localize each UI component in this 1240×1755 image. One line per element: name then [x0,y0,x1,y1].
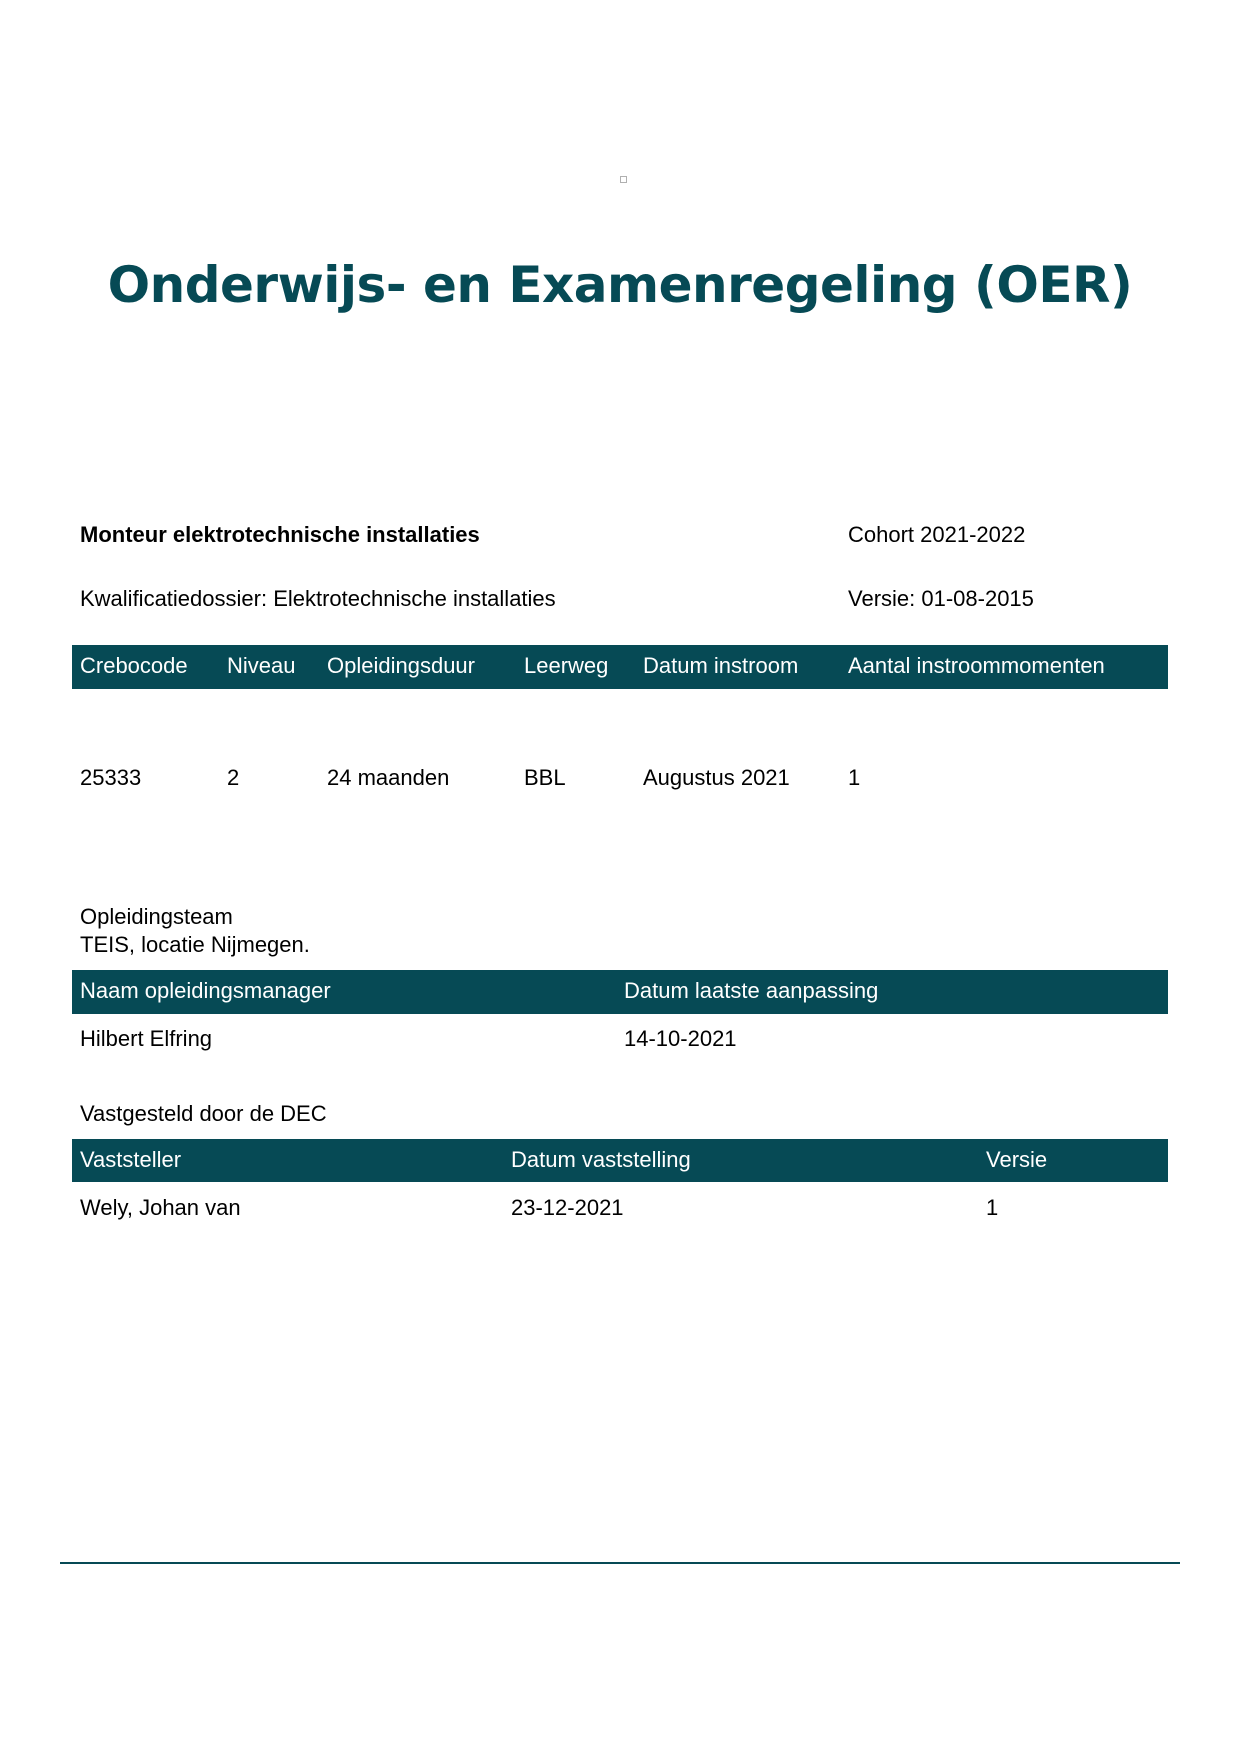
cell-datum-instroom: Augustus 2021 [643,765,790,790]
header-opleidingsduur: Opleidingsduur [327,653,475,678]
cell-vaststeller: Wely, Johan van [80,1195,241,1220]
cell-crebocode: 25333 [80,765,142,790]
header-naam-opleidingsmanager: Naam opleidingsmanager [80,978,331,1003]
qualification-dossier: Kwalificatiedossier: Elektrotechnische installaties [80,586,556,611]
header-versie: Versie [986,1147,1048,1172]
cohort: Cohort 2021-2022 [848,522,1026,547]
dec-table-header [72,1139,1168,1182]
cell-manager-name: Hilbert Elfring [80,1026,213,1051]
header-datum-laatste-aanpassing: Datum laatste aanpassing [624,978,879,1003]
cell-last-modified: 14-10-2021 [624,1026,737,1051]
footer-divider [60,1562,1180,1564]
program-name: Monteur elektrotechnische installaties [80,522,480,547]
program-table-header [72,645,1168,689]
cell-niveau: 2 [227,765,240,790]
header-vaststeller: Vaststeller [80,1147,182,1172]
header-datum-vaststelling: Datum vaststelling [511,1147,691,1172]
page-title: Onderwijs- en Examenregeling (OER) [107,256,1133,314]
header-leerweg: Leerweg [524,653,609,678]
cell-versie: 1 [986,1195,999,1220]
header-aantal-instroommomenten: Aantal instroommomenten [848,653,1105,678]
header-datum-instroom: Datum instroom [643,653,799,678]
team-label: Opleidingsteam [80,904,233,929]
header-niveau: Niveau [227,653,296,678]
dec-label: Vastgesteld door de DEC [80,1101,327,1126]
team-location: TEIS, locatie Nijmegen. [80,932,310,957]
header-crebocode: Crebocode [80,653,188,678]
cell-opleidingsduur: 24 maanden [327,765,450,790]
dossier-version: Versie: 01-08-2015 [848,586,1034,611]
manager-table-header [72,970,1168,1014]
cell-datum-vaststelling: 23-12-2021 [511,1195,624,1220]
cell-leerweg: BBL [524,765,566,790]
cell-aantal-instroommomenten: 1 [848,765,861,790]
placeholder-mark [620,176,627,183]
